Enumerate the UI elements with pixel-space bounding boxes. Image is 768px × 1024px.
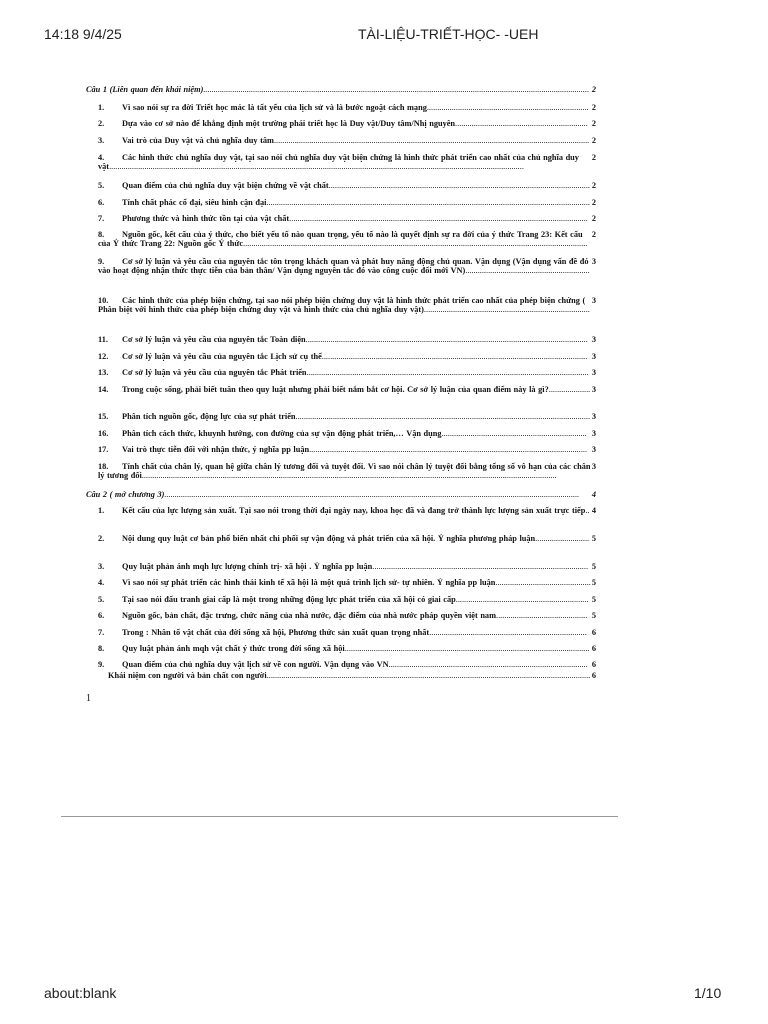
- table-of-contents: [86, 85, 596, 685]
- toc-page-number: 2: [591, 214, 596, 223]
- toc-entry-title: Phân tích nguồn gốc, động lực của sự phát triển: [122, 412, 296, 421]
- toc-entry[interactable]: [86, 198, 596, 207]
- toc-dot-leader: ............................................................................................................................................................: [266, 198, 590, 207]
- toc-page-number: 3: [591, 462, 596, 471]
- toc-page-number: 5: [591, 595, 596, 604]
- toc-entry-number: 2.: [98, 119, 105, 128]
- toc-entry-text: [86, 490, 591, 499]
- toc-dot-leader: ........................................................................................................: [372, 562, 589, 571]
- toc-page-number: 2: [591, 153, 596, 162]
- toc-dot-leader: ........................................................................................................................................................................................................: [109, 162, 524, 172]
- toc-entry-text: [98, 119, 591, 128]
- toc-entry-title: Trong cuộc sống, phải biết tuân theo quy luật nhưng phải biết nắm bắt cơ hội. Cơ sở lý luận của quan điểm này là gì?: [122, 385, 549, 394]
- toc-entry-number: 13.: [98, 368, 109, 377]
- page-divider: [61, 816, 618, 817]
- toc-entry[interactable]: [86, 595, 596, 604]
- toc-page-number: 2: [591, 181, 596, 190]
- toc-entry-title: Quy luật phản ánh mqh lực lượng chính trị- xã hội . Ý nghĩa pp luận: [122, 562, 373, 571]
- toc-page-number: 2: [591, 198, 596, 207]
- toc-entry-number: 1.: [98, 506, 105, 515]
- toc-entry-title: Dựa vào cơ sở nào để khẳng định một trường phái triết học là Duy vật/Duy tâm/Nhị nguyên: [122, 119, 456, 128]
- toc-entry-number: 2.: [98, 534, 105, 543]
- toc-page-number: 3: [591, 445, 596, 454]
- toc-entry[interactable]: [86, 335, 596, 344]
- toc-page-number: 6: [591, 660, 596, 669]
- toc-entry-title: Câu 2 ( mở chương 3): [86, 490, 165, 499]
- toc-page-number: 2: [591, 103, 596, 112]
- toc-dot-leader: ........................................................................................................................................: [306, 368, 589, 377]
- toc-entry-text: [98, 412, 591, 421]
- toc-entry-title: Câu 1 (Liên quan đến khái niệm): [86, 85, 204, 94]
- toc-dot-leader: ..............................................: [495, 578, 591, 587]
- toc-page-number: 3: [591, 296, 596, 305]
- toc-entry[interactable]: [86, 119, 596, 128]
- toc-entry-number: 8.: [98, 644, 105, 653]
- toc-dot-leader: ..........................................................................................................................................................................................: [203, 85, 590, 94]
- toc-entry-text: [108, 671, 591, 680]
- toc-entry-title: Khái niệm con người và bản chất con người: [108, 671, 267, 680]
- print-datetime: 14:18 9/4/25: [44, 26, 122, 42]
- toc-dot-leader: ......................................................................: [441, 429, 587, 438]
- toc-page-number: 2: [591, 119, 596, 128]
- toc-dot-leader: ......................................................................................................................: [344, 644, 590, 653]
- toc-entry-text: [98, 352, 591, 361]
- toc-entry[interactable]: [86, 257, 596, 276]
- toc-dot-leader: ........................................................................................................................................................: [273, 136, 590, 145]
- toc-entry-title: Cơ sở lý luận và yêu cầu của nguyên tắc Toàn diện: [122, 335, 306, 344]
- toc-dot-leader: ....................: [548, 385, 591, 394]
- toc-entry[interactable]: [86, 611, 596, 620]
- toc-entry-number: 7.: [98, 628, 105, 637]
- toc-entry-number: 14.: [98, 385, 109, 394]
- toc-entry-title: Phương thức và hình thức tồn tại của vật chất: [122, 214, 290, 223]
- toc-dot-leader: ................................................................: [455, 595, 589, 604]
- toc-entry[interactable]: [86, 660, 596, 669]
- toc-entry-text: [98, 385, 591, 394]
- toc-entry-text: [98, 628, 591, 637]
- toc-dot-leader: ............................................................................................................................................................: [266, 671, 591, 680]
- document-title: TÀI-LIỆU-TRIẾT-HỌC- -UEH: [358, 26, 539, 42]
- toc-entry[interactable]: [86, 214, 596, 223]
- toc-entry-number: 10.: [98, 296, 109, 305]
- toc-page-number: 4: [591, 506, 596, 515]
- toc-entry[interactable]: [86, 385, 596, 394]
- toc-chapter[interactable]: [86, 490, 596, 499]
- toc-entry[interactable]: [86, 562, 596, 571]
- toc-entry[interactable]: [86, 181, 596, 190]
- toc-entry[interactable]: [86, 506, 596, 515]
- toc-entry-text: [98, 445, 591, 454]
- toc-dot-leader: ........................................................................................................................................................................................................: [164, 490, 580, 499]
- toc-entry-text: [98, 136, 591, 145]
- toc-page-number: 5: [591, 534, 596, 543]
- toc-entry[interactable]: [86, 628, 596, 637]
- toc-entry-text: [98, 257, 591, 276]
- toc-entry-number: 15.: [98, 412, 109, 421]
- toc-entry-title: Trong : Nhân tố vật chất của đời sống xã hội, Phương thức sản xuất quan trọng nhất: [122, 628, 430, 637]
- toc-dot-leader: ..............................................................................................................................................: [295, 412, 591, 421]
- toc-entry-title: Quan điểm của chủ nghĩa duy vật biện chứng về vật chất: [122, 181, 329, 190]
- toc-entry-title: Cơ sở lý luận và yêu cầu của nguyên tắc Phát triển: [122, 368, 307, 377]
- toc-entry[interactable]: [86, 462, 596, 481]
- toc-entry-text: [98, 578, 591, 587]
- toc-entry-title: Vai trò thực tiễn đối với nhận thức, ý nghĩa pp luận: [122, 445, 310, 454]
- toc-entry-number: 12.: [98, 352, 109, 361]
- toc-entry-text: [98, 103, 591, 112]
- toc-page-number: 6: [591, 644, 596, 653]
- toc-entry[interactable]: [86, 153, 596, 172]
- toc-entry-number: 8.: [98, 230, 105, 239]
- toc-page-number: 3: [591, 385, 596, 394]
- toc-entry-title: Phân tích cách thức, khuynh hướng, con đường của sự vận động phát triển,… Vận dụng: [122, 429, 442, 438]
- toc-dot-leader: ............................................: [496, 611, 588, 620]
- toc-entry-number: 9.: [98, 257, 105, 266]
- toc-page-number: 3: [591, 257, 596, 266]
- toc-entry[interactable]: [86, 429, 596, 438]
- toc-dot-leader: ......................................................................................................................................: [309, 445, 588, 454]
- toc-entry[interactable]: [86, 412, 596, 421]
- toc-entry[interactable]: [86, 578, 596, 587]
- toc-entry[interactable]: [86, 103, 596, 112]
- toc-dot-leader: ............................................................................: [429, 628, 587, 637]
- toc-entry-title: Các hình thức chủ nghĩa duy vật, tại sao nói chủ nghĩa duy vật biện chứng là hình thức phát triển cao nhất của chủ nghĩa duy vật: [98, 153, 579, 172]
- toc-entry-title: Kết cấu của lực lượng sản xuất. Tại sao nói trong thời đại ngày nay, khoa học đã và đang trở thành lực lượng sản xuất trực tiếp: [122, 506, 586, 515]
- toc-page-number: 3: [591, 335, 596, 344]
- toc-entry-text: [98, 429, 591, 438]
- toc-entry-title: Quan điểm của chủ nghĩa duy vật lịch sử về con người. Vận dụng vào VN: [122, 660, 389, 669]
- toc-dot-leader: ................................................................................................: [388, 660, 588, 669]
- toc-page-number: 3: [591, 429, 596, 438]
- toc-entry-title: Vai trò của Duy vật và chủ nghĩa duy tâm: [122, 136, 274, 145]
- toc-entry-number: 3.: [98, 562, 105, 571]
- toc-dot-leader: ............................................................: [465, 266, 590, 276]
- toc-entry-number: 4.: [98, 578, 105, 587]
- toc-dot-leader: ..............................................................................................................................: [328, 181, 590, 190]
- toc-entry-title: Cơ sở lý luận và yêu cầu của nguyên tắc tôn trọng khách quan và phát huy năng động chủ quan. Vận dụng (Vận dụng vấn đề đó vào hoạt động nhận thức thực tiễn của bản thân/ Vận dụng nguyên tắc đó vào công cuộc đổi mới VN): [98, 257, 589, 276]
- toc-entry-text: [98, 595, 591, 604]
- toc-entry[interactable]: [86, 671, 596, 680]
- toc-entry-text: [98, 644, 591, 653]
- page-number: 1: [86, 693, 91, 704]
- toc-entry-text: [98, 562, 591, 571]
- toc-entry-number: 5.: [98, 181, 105, 190]
- toc-entry-number: 4.: [98, 153, 105, 162]
- toc-entry-text: [98, 230, 591, 249]
- toc-entry-number: 18.: [98, 462, 109, 471]
- toc-page-number: 6: [591, 628, 596, 637]
- toc-dot-leader: ..........................: [535, 534, 590, 543]
- toc-dot-leader: ..............................................................................: [426, 103, 589, 112]
- toc-page-number: 5: [591, 578, 596, 587]
- toc-entry[interactable]: [86, 368, 596, 377]
- page-url: about:blank: [44, 985, 117, 1001]
- toc-entry-text: [98, 335, 591, 344]
- toc-entry-text: [98, 198, 591, 207]
- toc-dot-leader: ................................................................: [455, 119, 588, 128]
- toc-entry[interactable]: [86, 644, 596, 653]
- toc-dot-leader: ........................................................................................................................................................................................................: [141, 471, 557, 481]
- toc-entry-title: Cơ sở lý luận và yêu cầu của nguyên tắc Lịch sử cụ thể: [122, 352, 322, 361]
- toc-entry-text: [98, 153, 591, 172]
- toc-page-number: 3: [591, 368, 596, 377]
- page-indicator: 1/10: [694, 985, 722, 1001]
- toc-dot-leader: ......................................................................................................................................................................: [243, 239, 588, 249]
- toc-entry-number: 3.: [98, 136, 105, 145]
- toc-dot-leader: ................................................................................................................................................: [289, 214, 588, 223]
- toc-entry-title: Tại sao nói đấu tranh giai cấp là một trong những động lực phát triển của xã hội có giai cấp: [122, 595, 456, 604]
- toc-page-number: 5: [591, 611, 596, 620]
- toc-page-number: 2: [591, 136, 596, 145]
- toc-entry-text: [98, 214, 591, 223]
- toc-entry-number: 16.: [98, 429, 109, 438]
- toc-chapter[interactable]: [86, 85, 596, 94]
- toc-entry-text: [98, 506, 591, 515]
- toc-dot-leader: ................................................................................................................................: [321, 352, 588, 361]
- toc-dot-leader: ................................................................................: [423, 305, 590, 315]
- toc-entry-text: [98, 181, 591, 190]
- toc-entry[interactable]: [86, 230, 596, 249]
- toc-entry-title: Vì sao nói sự phát triển các hình thái kinh tế xã hội là một quá trình lịch sử- tự nhiên. Ý nghĩa pp luận: [122, 578, 496, 587]
- toc-page-number: 2: [591, 230, 596, 239]
- toc-entry-number: 6.: [98, 198, 105, 207]
- toc-entry-text: [98, 296, 591, 315]
- toc-entry-text: [86, 85, 591, 94]
- toc-entry[interactable]: [86, 445, 596, 454]
- print-footer: [0, 985, 768, 1005]
- toc-entry-text: [98, 660, 591, 669]
- toc-entry-title: Các hình thức của phép biện chứng, tại sao nói phép biện chứng duy vật là hình thức phát triển cao nhất của phép biện chứng ( Phân biệt với hình thức của phép biện chứng duy vật và hình thức của chủ nghĩa duy vật): [98, 296, 586, 315]
- toc-entry-text: [98, 368, 591, 377]
- toc-page-number: 3: [591, 352, 596, 361]
- toc-entry-title: Nguồn gốc, kết cấu của ý thức, cho biết yếu tố nào quan trọng, yếu tố nào là quyết định sự ra đời của ý thức Trang 23: Kết cấu của Ý thức Trang 22: Nguồn gốc Ý thức: [98, 230, 583, 249]
- toc-entry-number: 9.: [98, 660, 105, 669]
- toc-entry[interactable]: [86, 352, 596, 361]
- toc-entry-text: [98, 611, 591, 620]
- toc-entry[interactable]: [86, 534, 596, 543]
- toc-entry-number: 5.: [98, 595, 105, 604]
- toc-entry-number: 11.: [98, 335, 108, 344]
- toc-dot-leader: ..: [585, 506, 590, 515]
- toc-entry-number: 17.: [98, 445, 109, 454]
- toc-dot-leader: ........................................................................................................................................: [305, 335, 588, 344]
- print-header: [0, 26, 768, 46]
- toc-entry-title: Vì sao nói sự ra đời Triết học mác là tất yếu của lịch sử và là bước ngoặt cách mạng: [122, 103, 427, 112]
- toc-page-number: 3: [591, 412, 596, 421]
- toc-entry-number: 7.: [98, 214, 105, 223]
- toc-page-number: 4: [591, 490, 596, 499]
- toc-entry[interactable]: [86, 296, 596, 315]
- toc-entry-title: Nguồn gốc, bản chất, đặc trưng, chức năng của nhà nước, đặc điểm của nhà nước pháp quyền việt nam: [122, 611, 496, 620]
- toc-entry-title: Quy luật phản ánh mqh vật chất ý thức trong đời sống xã hội: [122, 644, 345, 653]
- toc-page-number: 5: [591, 562, 596, 571]
- toc-entry-title: Tính chất của chân lý, quan hệ giữa chân lý tương đối và tuyệt đối. Vì sao nói chân lý tuyệt đối bằng tổng số vô hạn của các chân lý tương đối: [98, 462, 591, 481]
- toc-entry-title: Nội dung quy luật cơ bản phổ biến nhất chi phối sự vận động và phát triển của xã hội. Ý nghĩa phương pháp luận: [122, 534, 536, 543]
- toc-page-number: 2: [591, 85, 596, 94]
- toc-entry-number: 6.: [98, 611, 105, 620]
- toc-entry-text: [98, 462, 591, 481]
- toc-entry-text: [98, 534, 591, 543]
- toc-page-number: 6: [591, 671, 596, 680]
- toc-entry[interactable]: [86, 136, 596, 145]
- toc-entry-number: 1.: [98, 103, 105, 112]
- toc-entry-title: Tính chất phác cổ đại, siêu hình cận đại: [122, 198, 267, 207]
